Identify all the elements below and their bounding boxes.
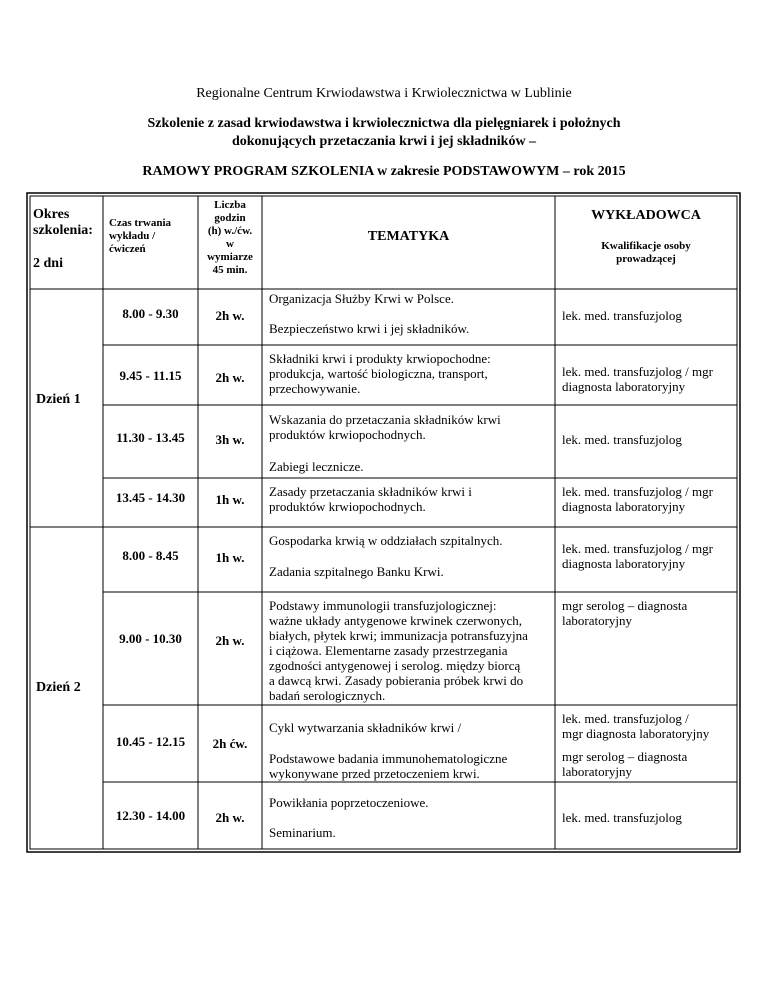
course-title — [0, 115, 768, 151]
row-5-topic-1: Gospodarka krwią w oddziałach szpitalnych. — [269, 533, 503, 548]
row-2-time: 9.45 - 11.15 — [119, 368, 182, 383]
course-title-line1: Szkolenie z zasad krwiodawstwa i krwiolecznictwa dla pielęgniarek i położnych — [147, 116, 621, 131]
header-qualification: Kwalifikacje osoby prowadzącej — [601, 240, 691, 265]
row-6-lecturer: mgr serolog – diagnosta laboratoryjny — [562, 598, 688, 628]
row-8-topic-2: Seminarium. — [269, 825, 336, 840]
row-1-topic-2: Bezpieczeństwo krwi i jej składników. — [269, 321, 470, 336]
header-topic: TEMATYKA — [367, 229, 450, 244]
row-1-time: 8.00 - 9.30 — [122, 306, 179, 321]
row-4-time: 13.45 - 14.30 — [115, 490, 186, 505]
row-1-hours: 2h w. — [215, 308, 245, 323]
header-duration: Czas trwania wykładu / ćwiczeń — [109, 217, 172, 255]
row-3-topic-extra: Zabiegi lecznicze. — [269, 459, 364, 474]
course-title-line2: dokonujących przetaczania krwi i jej składników – — [231, 134, 537, 149]
row-5-lecturer: lek. med. transfuzjolog / mgr diagnosta laboratoryjny — [562, 541, 713, 571]
header-hours: Liczba godzin (h) w./ćw. w wymiarze 45 min. — [207, 199, 253, 276]
row-2-topic: Składniki krwi i produkty krwiopochodne: produkcja, wartość biologiczna, transport, przechowywanie. — [269, 351, 491, 396]
row-3-lecturer: lek. med. transfuzjolog — [562, 432, 682, 447]
row-6-time: 9.00 - 10.30 — [119, 631, 182, 646]
row-2-lecturer: lek. med. transfuzjolog / mgr diagnosta laboratoryjny — [562, 364, 713, 394]
row-7-time: 10.45 - 12.15 — [115, 734, 186, 749]
row-5-time: 8.00 - 8.45 — [122, 548, 179, 563]
header-period-days: 2 dni — [33, 256, 63, 271]
program-title: RAMOWY PROGRAM SZKOLENIA w zakresie PODSTAWOWYM – rok 2015 — [142, 164, 626, 179]
row-7-lecturer-1: lek. med. transfuzjolog / mgr diagnosta laboratoryjny — [562, 711, 710, 741]
row-8-lecturer: lek. med. transfuzjolog — [562, 810, 682, 825]
institution-name: Regionalne Centrum Krwiodawstwa i Krwiolecznictwa w Lublinie — [196, 86, 572, 101]
row-8-hours: 2h w. — [215, 810, 245, 825]
row-7-topic-1: Cykl wytwarzania składników krwi / — [269, 720, 462, 735]
row-1-lecturer: lek. med. transfuzjolog — [562, 308, 682, 323]
row-7-hours: 2h ćw. — [212, 736, 248, 751]
row-8-time: 12.30 - 14.00 — [115, 808, 186, 823]
row-3-time: 11.30 - 13.45 — [116, 430, 185, 445]
header-lecturer: WYKŁADOWCA — [591, 208, 701, 223]
row-7-lecturer-2: mgr serolog – diagnosta laboratoryjny — [562, 749, 688, 779]
row-4-topic: Zasady przetaczania składników krwi i produktów krwiopochodnych. — [269, 484, 472, 514]
row-3-topic: Wskazania do przetaczania składników krwi produktów krwiopochodnych. — [269, 412, 501, 442]
day-1-label: Dzień 1 — [36, 392, 81, 407]
header-period: Okres szkolenia: — [33, 207, 93, 238]
row-5-topic-2: Zadania szpitalnego Banku Krwi. — [269, 564, 444, 579]
row-2-hours: 2h w. — [215, 370, 245, 385]
row-8-topic-1: Powikłania poprzetoczeniowe. — [269, 795, 429, 810]
row-5-hours: 1h w. — [215, 550, 245, 565]
row-6-hours: 2h w. — [215, 633, 245, 648]
row-6-topic: Podstawy immunologii transfuzjologicznej: ważne układy antygenowe krwinek czerwonych, białych, płytek krwi; immunizacja potransfuzyjna i ciążowa. Elementarne zasady przestrzegania zgodności antygenowej i serolog. między biorcą a dawcą krwi. Zasady pobierania próbek krwi do badań serologicznych. — [269, 598, 528, 703]
row-3-hours: 3h w. — [215, 432, 245, 447]
row-4-hours: 1h w. — [215, 492, 245, 507]
day-2-label: Dzień 2 — [36, 680, 81, 695]
row-4-lecturer: lek. med. transfuzjolog / mgr diagnosta laboratoryjny — [562, 484, 713, 514]
row-7-topic-2: Podstawowe badania immunohematologiczne wykonywane przed przetoczeniem krwi. — [269, 751, 508, 781]
row-1-topic-1: Organizacja Służby Krwi w Polsce. — [269, 291, 454, 306]
